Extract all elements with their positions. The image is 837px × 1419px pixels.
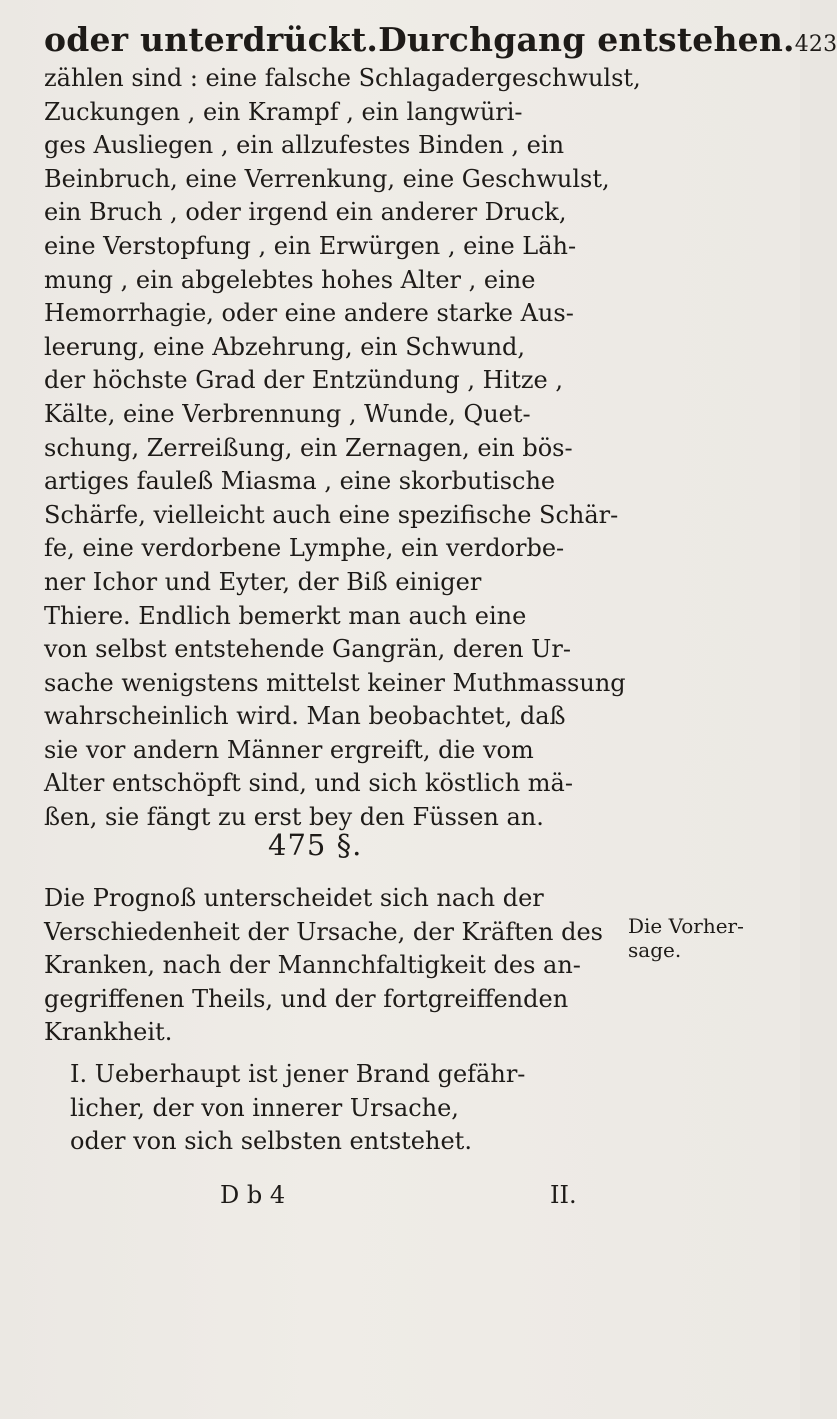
signature-mark: D b 4 [220,1181,286,1209]
text-line: Die Prognoß unterscheidet sich nach der [44,884,544,912]
text-line: Beinbruch, eine Verrenkung, eine Geschwulst, [44,164,610,193]
text-line: Kälte, eine Verbrennung , Wunde, Quet- [44,399,531,428]
text-line: leerung, eine Abzehrung, ein Schwund, [44,332,526,361]
marginal-note [628,914,788,962]
page-number: 423 [794,32,837,57]
text-line: eine Verstopfung , ein Erwürgen , eine Läh- [44,231,577,260]
text-line: Hemorrhagie, oder eine andere starke Aus- [44,299,574,328]
catchword: II. [550,1181,577,1209]
running-head-title: oder unterdrückt.Durchgang entstehen. [44,20,795,59]
text-line: Thiere. Endlich bemerkt man auch eine [44,601,527,630]
text-line: I. Ueberhaupt ist jener Brand gefähr- [70,1060,526,1088]
text-line: fe, eine verdorbene Lymphe, ein verdorbe- [44,534,565,563]
text-line: artiges fauleß Miasma , eine skorbutische [44,467,556,496]
paragraph-point-one [70,1058,630,1159]
text-line: Schärfe, vielleicht auch eine spezifische Schär- [44,500,619,529]
text-line: ner Ichor und Eyter, der Biß einiger [44,567,482,596]
running-head [44,20,837,59]
text-line: schung, Zerreißung, ein Zernagen, ein bös- [44,433,573,462]
text-line: Alter entschöpft sind, und sich köstlich mä- [44,769,573,798]
text-line: oder von sich selbsten entstehet. [70,1127,472,1156]
text-line: ein Bruch , oder irgend ein anderer Druck, [44,198,567,227]
text-line: Zuckungen , ein Krampf , ein langwüri- [44,97,523,126]
text-line: Kranken, nach der Mannchfaltigkeit des an- [44,951,581,980]
text-line: sie vor andern Männer ergreift, die vom [44,735,534,764]
text-line: licher, der von innerer Ursache, [70,1093,459,1122]
text-line: wahrscheinlich wird. Man beobachtet, daß [44,702,566,731]
marginal-note-line: sage. [628,938,682,962]
text-line: gegriffenen Theils, und der fortgreiffenden [44,984,569,1013]
marginal-note-line: Die Vorher- [628,914,744,938]
text-line: Verschiedenheit der Ursache, der Kräften des [44,917,603,946]
paragraph-prognosis [44,882,604,1050]
text-line: ßen, sie fängt zu erst bey den Füssen an. [44,803,544,832]
text-line: Krankheit. [44,1018,173,1047]
text-line: mung , ein abgelebtes hohes Alter , eine [44,265,536,294]
section-number: 475 §. [268,828,363,862]
text-line: von selbst entstehende Gangrän, deren Ur- [44,635,571,664]
text-line: der höchste Grad der Entzündung , Hitze , [44,366,563,395]
text-line: zählen sind : eine falsche Schlagadergeschwulst, [44,64,641,92]
paragraph-causes [44,62,764,835]
text-line: sache wenigstens mittelst keiner Muthmassung [44,668,626,697]
text-line: ges Ausliegen , ein allzufestes Binden , ein [44,131,565,160]
